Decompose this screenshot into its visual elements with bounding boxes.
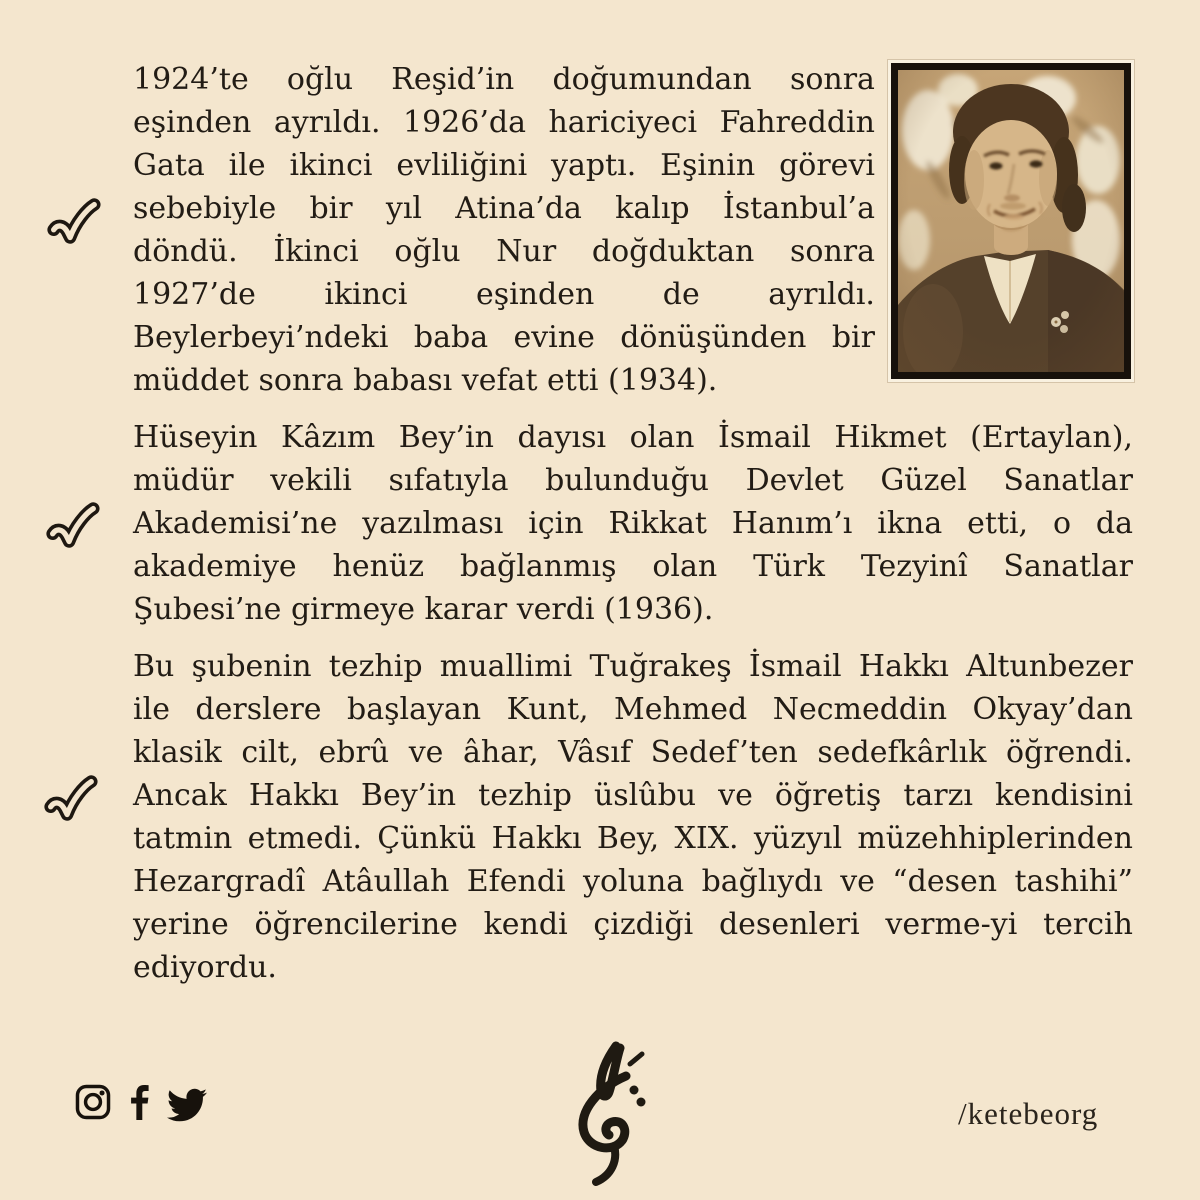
- text-line: ile derslere başlayan Kunt, Mehmed Necmeddin Okyay’dan: [133, 692, 1133, 727]
- text-line: Gata ile ikinci evliliğini yaptı. Eşinin görevi: [133, 148, 875, 183]
- text-line: 1924’te oğlu Reşid’in doğumundan sonra: [133, 62, 875, 97]
- paragraph-3: [133, 645, 1133, 989]
- text-line: Şubesi’ne girmeye karar verdi (1936).: [133, 592, 714, 627]
- text-line: müddet sonra babası vefat etti (1934).: [133, 363, 718, 398]
- text-line: Ancak Hakkı Bey’in tezhip üslûbu ve öğretiş tarzı kendisini: [133, 778, 1133, 813]
- ketebe-calligraphy-logo: [560, 1040, 652, 1188]
- paragraph-2: [133, 416, 1133, 631]
- text-line: Hezargradî Atâullah Efendi yoluna bağlıydı ve “desen tashihi”: [133, 864, 1133, 899]
- text-line: eşinden ayrıldı. 1926’da hariciyeci Fahreddin: [133, 105, 875, 140]
- account-handle: /ketebeorg: [958, 1096, 1099, 1131]
- facebook-icon[interactable]: [129, 1084, 150, 1121]
- text-line: 1927’de ikinci eşinden de ayrıldı.: [133, 277, 875, 312]
- text-line: ediyordu.: [133, 950, 277, 985]
- text-line: Hüseyin Kâzım Bey’in dayısı olan İsmail Hikmet (Ertaylan),: [133, 420, 1133, 455]
- text-line: müdür vekili sıfatıyla bulunduğu Devlet Güzel Sanatlar: [133, 463, 1133, 498]
- text-line: Bu şubenin tezhip muallimi Tuğrakeş İsmail Hakkı Altunbezer: [133, 649, 1133, 684]
- twitter-icon[interactable]: [167, 1085, 207, 1125]
- text-line: Akademisi’ne yazılması için Rikkat Hanım’ı ikna etti, o da: [133, 506, 1133, 541]
- checkmark-icon: [44, 193, 102, 251]
- text-line: klasik cilt, ebrû ve âhar, Vâsıf Sedef’ten sedefkârlık öğrendi.: [133, 735, 1133, 770]
- instagram-icon[interactable]: [74, 1083, 112, 1121]
- checkmark-icon: [43, 497, 101, 555]
- text-line: yerine öğrencilerine kendi çizdiği desenleri verme-yi tercih: [133, 907, 1133, 942]
- text-line: sebebiyle bir yıl Atina’da kalıp İstanbul’a: [133, 191, 875, 226]
- text-line: Beylerbeyi’ndeki baba evine dönüşünden bir: [133, 320, 875, 355]
- social-icons-row: [74, 1079, 207, 1125]
- paragraph-1: [133, 58, 875, 402]
- text-line: döndü. İkinci oğlu Nur doğduktan sonra: [133, 234, 875, 269]
- article-text: [133, 58, 1133, 1003]
- text-line: tatmin etmedi. Çünkü Hakkı Bey, XIX. yüzyıl müzehhiplerinden: [133, 821, 1133, 856]
- text-line: akademiye henüz bağlanmış olan Türk Tezyinî Sanatlar: [133, 549, 1133, 584]
- checkmark-icon: [41, 770, 99, 828]
